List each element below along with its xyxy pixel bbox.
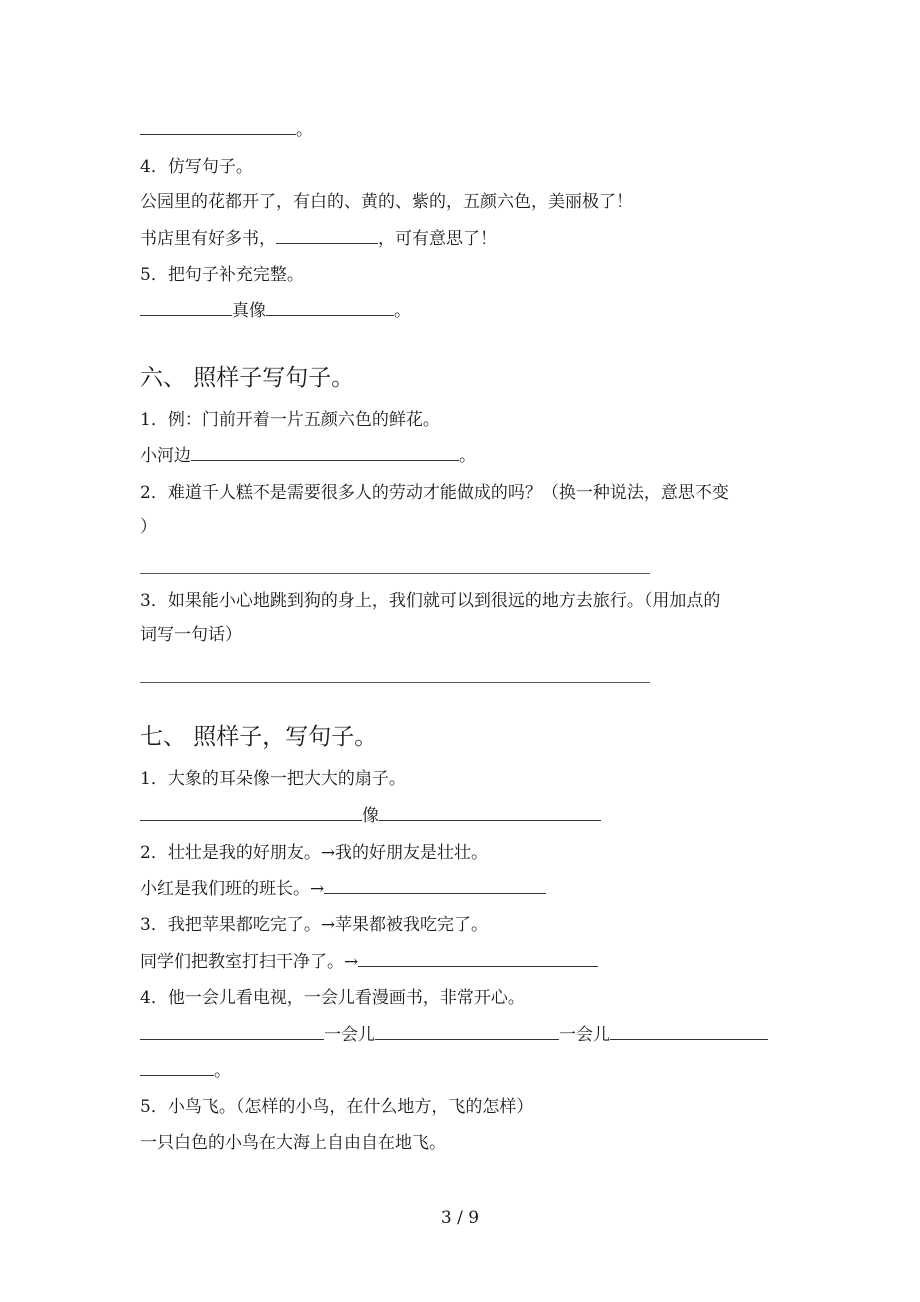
s7-q4-blank-2[interactable]	[375, 1023, 559, 1040]
s7-q3-answer: 同学们把教室打扫干净了。→	[140, 950, 598, 974]
q4-blank[interactable]	[276, 227, 378, 244]
s7-q1-answer: 像	[140, 804, 601, 828]
s7-q4-answer-cont: 。	[140, 1059, 231, 1083]
s7-q5: 5．小鸟飞。（怎样的小鸟，在什么地方，飞的怎样）	[140, 1097, 534, 1117]
s7-q1-blank-1[interactable]	[140, 804, 362, 821]
s7-q4: 4．他一会儿看电视，一会儿看漫画书，非常开心。	[140, 988, 525, 1008]
q4-example: 公园里的花都开了，有白的、黄的、紫的，五颜六色，美丽极了！	[140, 192, 633, 212]
s6-q3-answer-rule[interactable]	[140, 682, 650, 683]
s7-q1: 1．大象的耳朵像一把大大的扇子。	[140, 769, 406, 789]
s7-q2: 2．壮壮是我的好朋友。→我的好朋友是壮壮。	[140, 843, 489, 863]
s7-q4-blank-4[interactable]	[140, 1059, 214, 1076]
section-6-heading: 六、 照样子写句子。	[140, 365, 355, 391]
q5-blank-1[interactable]	[140, 299, 232, 316]
s7-q4-answer: 一会儿 一会儿	[140, 1023, 768, 1047]
page-number: 3 / 9	[440, 1208, 480, 1228]
q4-title: 4．仿写句子。	[140, 157, 253, 177]
s7-q1-blank-2[interactable]	[379, 804, 601, 821]
s6-q2-answer-rule[interactable]	[140, 573, 650, 574]
q4-prompt: 书店里有好多书， ，可有意思了！	[140, 229, 497, 249]
s6-q2-line1: 2．难道千人糕不是需要很多人的劳动才能做成的吗？（换一种说法，意思不变	[140, 483, 729, 503]
s6-q1-answer: 小河边 。	[140, 446, 476, 466]
s7-q5-example: 一只白色的小鸟在大海上自由自在地飞。	[140, 1133, 446, 1153]
q5-title: 5．把句子补充完整。	[140, 265, 304, 285]
q5-prompt: 真像 。	[140, 299, 411, 323]
q5-blank-2[interactable]	[266, 299, 394, 316]
s7-q2-answer: 小红是我们班的班长。→	[140, 877, 546, 901]
s7-q3: 3．我把苹果都吃完了。→苹果都被我吃完了。	[140, 915, 489, 935]
s6-q1-blank[interactable]	[191, 444, 459, 461]
s7-q4-blank-3[interactable]	[610, 1023, 768, 1040]
answer-line-continued: 。	[140, 118, 313, 142]
s6-q2-line2: ）	[140, 517, 157, 537]
s6-q3-line1: 3．如果能小心地跳到狗的身上，我们就可以到很远的地方去旅行。（用加点的	[140, 591, 721, 611]
s6-q3-line2: 词写一句话）	[140, 625, 242, 645]
s7-q2-blank[interactable]	[324, 877, 546, 894]
s7-q4-blank-1[interactable]	[140, 1023, 324, 1040]
section-7-heading: 七、 照样子，写句子。	[140, 724, 378, 750]
s7-q3-blank[interactable]	[358, 950, 598, 967]
answer-blank[interactable]	[140, 118, 296, 135]
s6-q1: 1．例：门前开着一片五颜六色的鲜花。	[140, 410, 440, 430]
